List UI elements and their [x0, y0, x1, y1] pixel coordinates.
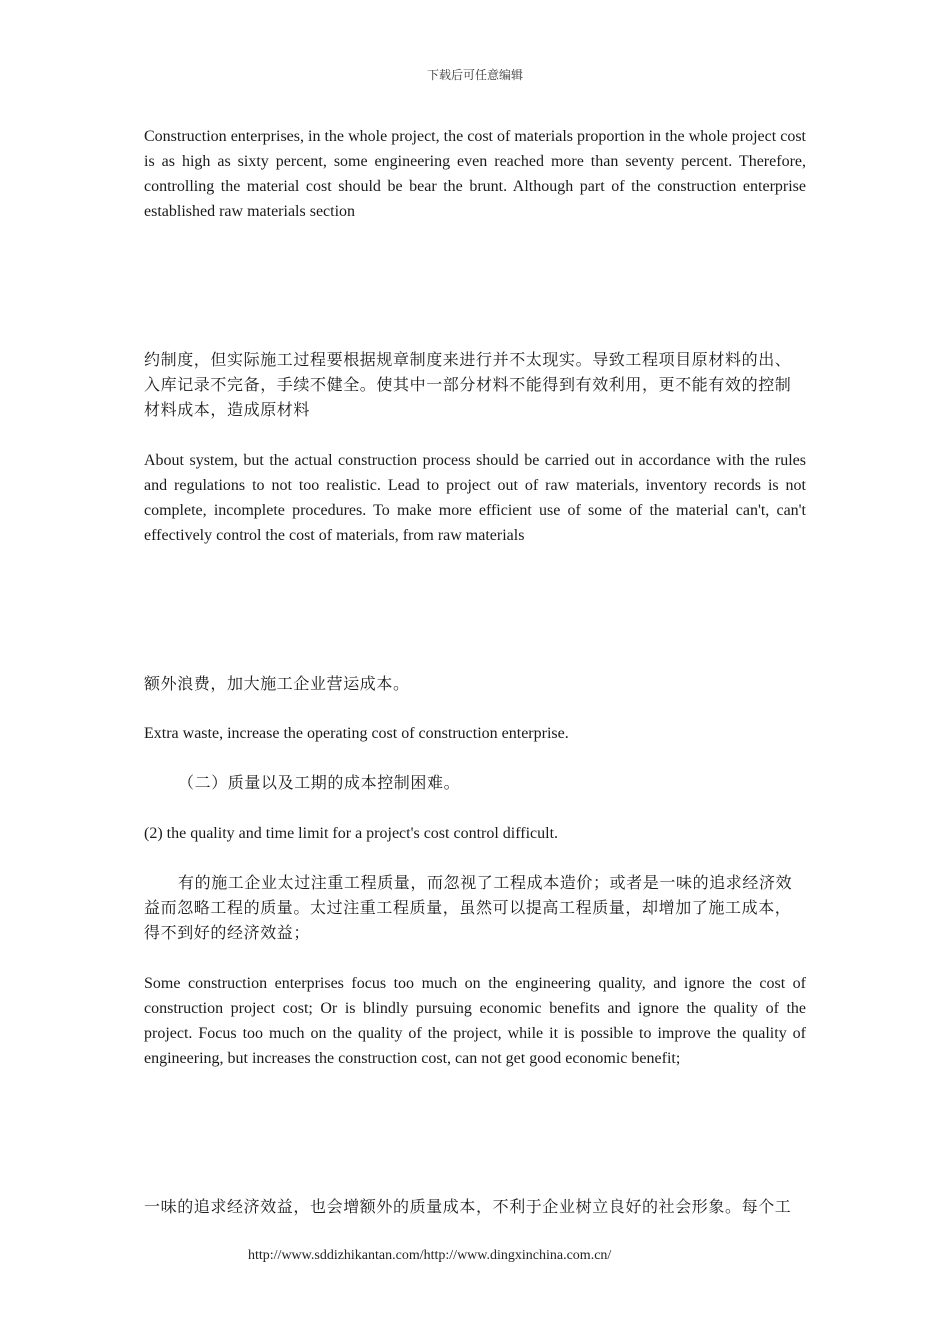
page-footer-url: http://www.sddizhikantan.com/http://www.dingxinchina.com.cn/	[248, 1248, 612, 1263]
paragraph-english-system: About system, but the actual construction process should be carried out in accordance with the rules and regulations to not too realistic. Lead to project out of raw materials, inventory records is not complete, incomplete procedures. To make more efficient use of some of the material can't, can't effectively control the cost of materials, from raw materials	[144, 452, 806, 544]
paragraph-chinese-quality: 有的施工企业太过注重工程质量，而忽视了工程成本造价；或者是一味的追求经济效益而忽略工程的质量。太过注重工程质量，虽然可以提高工程质量，却增加了施工成本，得不到好的经济效益；	[144, 875, 793, 942]
paragraph-chinese-system: 约制度，但实际施工过程要根据规章制度来进行并不太现实。导致工程项目原材料的出、入库记录不完备，手续不健全。使其中一部分材料不能得到有效利用，更不能有效的控制材料成本，造成原材料	[144, 352, 792, 419]
paragraph-chinese-extra-waste: 额外浪费，加大施工企业营运成本。	[144, 676, 410, 693]
paragraph-english-material-cost: Construction enterprises, in the whole project, the cost of materials proportion in the whole project cost is as high as sixty percent, some engineering even reached more than seventy percent. Therefore, controlling the material cost should be bear the brunt. Although part of the construction enterprise established raw materials section	[144, 128, 806, 220]
section-heading-english: (2) the quality and time limit for a project's cost control difficult.	[144, 825, 559, 842]
paragraph-chinese-economic-benefit: 一味的追求经济效益，也会增额外的质量成本，不利于企业树立良好的社会形象。每个工	[144, 1199, 792, 1216]
paragraph-english-quality: Some construction enterprises focus too much on the engineering quality, and ignore the cost of construction project cost; Or is blindly pursuing economic benefits and ignore the quality of the project. Focus too much on the quality of the project, while it is possible to improve the quality of engineering, but increases the construction cost, can not get good economic benefit;	[144, 975, 806, 1067]
paragraph-english-extra-waste: Extra waste, increase the operating cost of construction enterprise.	[144, 725, 569, 742]
page-header: 下载后可任意编辑	[426, 68, 523, 82]
section-heading-chinese: （二）质量以及工期的成本控制困难。	[178, 775, 461, 792]
